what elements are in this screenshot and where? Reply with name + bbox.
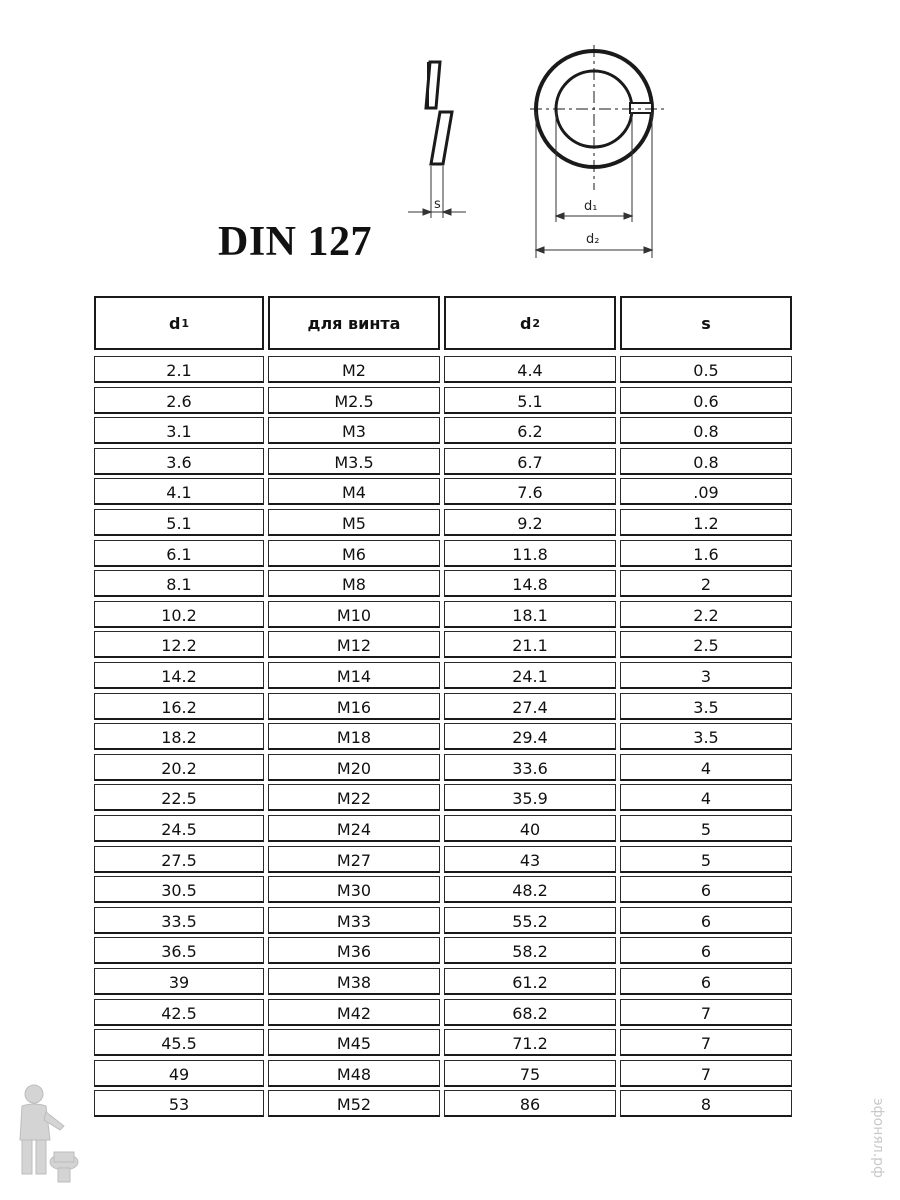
table-cell: M6 <box>268 540 440 567</box>
table-cell: 6 <box>620 907 792 934</box>
table-cell: 29.4 <box>444 723 616 750</box>
table-cell: .09 <box>620 478 792 505</box>
column-header-label: s <box>701 313 711 333</box>
table-cell: 16.2 <box>94 693 264 720</box>
table-cell: 5 <box>620 846 792 873</box>
table-cell: 0.8 <box>620 417 792 444</box>
table-cell: 2.6 <box>94 387 264 414</box>
table-cell: 39 <box>94 968 264 995</box>
table-cell: 58.2 <box>444 937 616 964</box>
plumber-figure-icon <box>8 1082 80 1192</box>
table-cell: 33.6 <box>444 754 616 781</box>
table-cell: 7 <box>620 1060 792 1087</box>
table-cell: 33.5 <box>94 907 264 934</box>
table-cell: 14.8 <box>444 570 616 597</box>
table-cell: M22 <box>268 784 440 811</box>
table-cell: 3.6 <box>94 448 264 475</box>
table-cell: 3 <box>620 662 792 689</box>
washer-side-view <box>426 62 452 164</box>
table-cell: M42 <box>268 999 440 1026</box>
table-cell: 8 <box>620 1090 792 1117</box>
table-cell: 5.1 <box>444 387 616 414</box>
table-cell: M52 <box>268 1090 440 1117</box>
table-cell: 43 <box>444 846 616 873</box>
table-cell: 24.5 <box>94 815 264 842</box>
table-cell: 6.7 <box>444 448 616 475</box>
table-cell: 6.2 <box>444 417 616 444</box>
column-header-subscript: 1 <box>181 316 190 330</box>
table-row <box>0 662 900 689</box>
d1-label: d₁ <box>584 199 598 214</box>
table-cell: 6 <box>620 937 792 964</box>
table-row <box>0 570 900 597</box>
watermark-text: эфонял.рф <box>869 1097 886 1179</box>
table-cell: 53 <box>94 1090 264 1117</box>
table-cell: 9.2 <box>444 509 616 536</box>
column-header <box>444 296 616 350</box>
table-row <box>0 846 900 873</box>
table-row <box>0 907 900 934</box>
table-cell: 6.1 <box>94 540 264 567</box>
column-header <box>268 296 440 350</box>
table-cell: M3.5 <box>268 448 440 475</box>
table-cell: 27.5 <box>94 846 264 873</box>
table-row <box>0 417 900 444</box>
table-row <box>0 784 900 811</box>
table-cell: 6 <box>620 876 792 903</box>
table-cell: 12.2 <box>94 631 264 658</box>
table-cell: 4 <box>620 784 792 811</box>
table-cell: 22.5 <box>94 784 264 811</box>
column-header <box>94 296 264 350</box>
table-row <box>0 815 900 842</box>
table-cell: 7 <box>620 1029 792 1056</box>
table-cell: 21.1 <box>444 631 616 658</box>
s-label: s <box>434 197 441 212</box>
table-row <box>0 540 900 567</box>
table-cell: 55.2 <box>444 907 616 934</box>
table-cell: 30.5 <box>94 876 264 903</box>
table-cell: 71.2 <box>444 1029 616 1056</box>
table-cell: M2 <box>268 356 440 383</box>
table-cell: M5 <box>268 509 440 536</box>
table-row <box>0 937 900 964</box>
table-row <box>0 387 900 414</box>
table-row <box>0 1029 900 1056</box>
table-cell: 49 <box>94 1060 264 1087</box>
table-cell: 3.5 <box>620 693 792 720</box>
table-cell: 40 <box>444 815 616 842</box>
table-cell: 45.5 <box>94 1029 264 1056</box>
page-title: DIN 127 <box>218 219 373 265</box>
table-row <box>0 631 900 658</box>
table-cell: 35.9 <box>444 784 616 811</box>
table-cell: 18.1 <box>444 601 616 628</box>
table-cell: 11.8 <box>444 540 616 567</box>
table-cell: 61.2 <box>444 968 616 995</box>
table-row <box>0 1060 900 1087</box>
table-row <box>0 754 900 781</box>
table-cell: 2.2 <box>620 601 792 628</box>
table-row <box>0 478 900 505</box>
column-header-label: d <box>168 313 181 333</box>
table-cell: 1.2 <box>620 509 792 536</box>
table-cell: M24 <box>268 815 440 842</box>
table-cell: 36.5 <box>94 937 264 964</box>
table-cell: 2 <box>620 570 792 597</box>
table-row <box>0 509 900 536</box>
table-cell: M20 <box>268 754 440 781</box>
table-cell: M27 <box>268 846 440 873</box>
table-row <box>0 968 900 995</box>
table-cell: 14.2 <box>94 662 264 689</box>
table-cell: 5 <box>620 815 792 842</box>
table-cell: 3.5 <box>620 723 792 750</box>
table-row <box>0 723 900 750</box>
table-row <box>0 356 900 383</box>
table-cell: M45 <box>268 1029 440 1056</box>
table-cell: 75 <box>444 1060 616 1087</box>
table-cell: M4 <box>268 478 440 505</box>
column-header <box>620 296 792 350</box>
table-cell: 3.1 <box>94 417 264 444</box>
table-cell: 4.1 <box>94 478 264 505</box>
table-cell: 7.6 <box>444 478 616 505</box>
table-cell: 2.5 <box>620 631 792 658</box>
table-cell: 20.2 <box>94 754 264 781</box>
d2-label: d₂ <box>586 232 600 247</box>
table-cell: 86 <box>444 1090 616 1117</box>
table-cell: M36 <box>268 937 440 964</box>
table-row <box>0 601 900 628</box>
table-cell: 0.6 <box>620 387 792 414</box>
table-cell: 1.6 <box>620 540 792 567</box>
table-row <box>0 448 900 475</box>
table-cell: 4.4 <box>444 356 616 383</box>
table-cell: 24.1 <box>444 662 616 689</box>
table-cell: M3 <box>268 417 440 444</box>
table-cell: M16 <box>268 693 440 720</box>
table-cell: M14 <box>268 662 440 689</box>
table-cell: M48 <box>268 1060 440 1087</box>
table-row <box>0 876 900 903</box>
washer-front-view <box>530 45 664 190</box>
table-cell: M12 <box>268 631 440 658</box>
column-header-subscript: 2 <box>532 316 541 330</box>
table-cell: 4 <box>620 754 792 781</box>
washer-drawing <box>0 0 900 290</box>
table-cell: M33 <box>268 907 440 934</box>
table-cell: 27.4 <box>444 693 616 720</box>
table-row <box>0 999 900 1026</box>
table-cell: M10 <box>268 601 440 628</box>
table-cell: M2.5 <box>268 387 440 414</box>
table-cell: 42.5 <box>94 999 264 1026</box>
column-header-label: d <box>519 313 532 333</box>
table-cell: 0.5 <box>620 356 792 383</box>
table-cell: 5.1 <box>94 509 264 536</box>
table-cell: 10.2 <box>94 601 264 628</box>
table-row <box>0 693 900 720</box>
table-row <box>0 1090 900 1117</box>
table-cell: 18.2 <box>94 723 264 750</box>
table-cell: M8 <box>268 570 440 597</box>
table-cell: 7 <box>620 999 792 1026</box>
table-cell: M30 <box>268 876 440 903</box>
column-header-label: для винта <box>307 313 401 333</box>
table-cell: 0.8 <box>620 448 792 475</box>
table-cell: 48.2 <box>444 876 616 903</box>
table-cell: 2.1 <box>94 356 264 383</box>
table-cell: 8.1 <box>94 570 264 597</box>
table-cell: M18 <box>268 723 440 750</box>
table-cell: M38 <box>268 968 440 995</box>
table-cell: 68.2 <box>444 999 616 1026</box>
table-cell: 6 <box>620 968 792 995</box>
